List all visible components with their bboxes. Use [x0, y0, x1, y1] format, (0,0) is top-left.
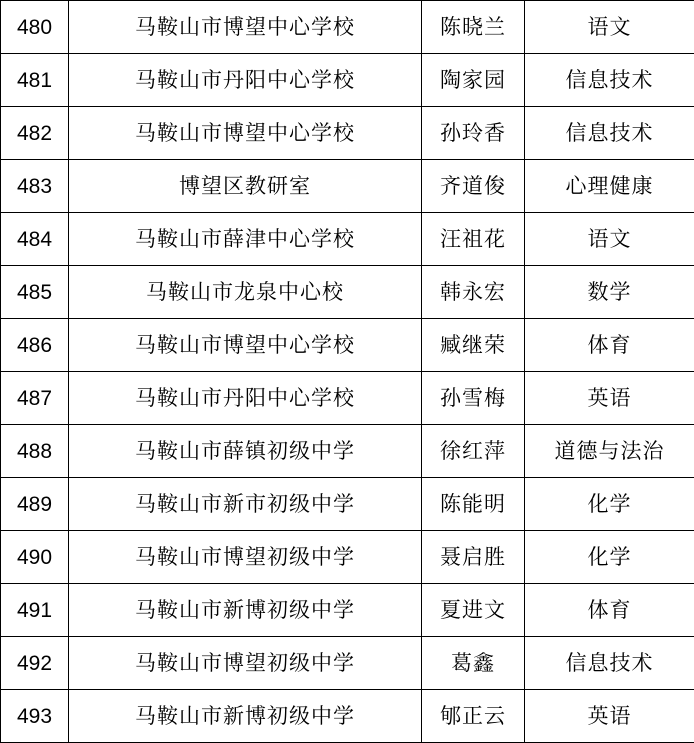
- teacher-name-cell: 陶家园: [422, 54, 525, 107]
- table-row: [1, 213, 694, 266]
- subject-cell: 语文: [525, 1, 694, 54]
- teacher-name-cell: 葛鑫: [422, 637, 525, 690]
- table-row: [1, 266, 694, 319]
- school-cell: 马鞍山市新市初级中学: [69, 478, 422, 531]
- teacher-name-cell: 臧继荣: [422, 319, 525, 372]
- subject-cell: 数学: [525, 266, 694, 319]
- row-number-cell: 491: [1, 584, 69, 637]
- subject-cell: 道德与法治: [525, 425, 694, 478]
- table-row: [1, 107, 694, 160]
- subject-cell: 体育: [525, 319, 694, 372]
- subject-cell: 体育: [525, 584, 694, 637]
- teacher-name-cell: 孙雪梅: [422, 372, 525, 425]
- subject-cell: 信息技术: [525, 54, 694, 107]
- school-cell: 马鞍山市博望中心学校: [69, 319, 422, 372]
- teacher-name-cell: 聂启胜: [422, 531, 525, 584]
- table-row: [1, 1, 694, 54]
- school-cell: 马鞍山市新博初级中学: [69, 584, 422, 637]
- row-number-cell: 488: [1, 425, 69, 478]
- teacher-name-cell: 郇正云: [422, 690, 525, 743]
- school-cell: 马鞍山市博望中心学校: [69, 1, 422, 54]
- subject-cell: 英语: [525, 690, 694, 743]
- teacher-name-cell: 汪祖花: [422, 213, 525, 266]
- table-row: [1, 425, 694, 478]
- table-row: [1, 372, 694, 425]
- subject-cell: 心理健康: [525, 160, 694, 213]
- school-cell: 马鞍山市新博初级中学: [69, 690, 422, 743]
- subject-cell: 英语: [525, 372, 694, 425]
- table-row: [1, 690, 694, 743]
- row-number-cell: 493: [1, 690, 69, 743]
- school-cell: 马鞍山市博望初级中学: [69, 531, 422, 584]
- table-row: [1, 584, 694, 637]
- row-number-cell: 487: [1, 372, 69, 425]
- subject-cell: 化学: [525, 478, 694, 531]
- teacher-name-cell: 孙玲香: [422, 107, 525, 160]
- subject-cell: 信息技术: [525, 637, 694, 690]
- teacher-list-body: [1, 1, 694, 743]
- table-row: [1, 478, 694, 531]
- row-number-cell: 485: [1, 266, 69, 319]
- row-number-cell: 484: [1, 213, 69, 266]
- table-row: [1, 637, 694, 690]
- table-row: [1, 54, 694, 107]
- row-number-cell: 489: [1, 478, 69, 531]
- table-row: [1, 319, 694, 372]
- row-number-cell: 483: [1, 160, 69, 213]
- teacher-name-cell: 齐道俊: [422, 160, 525, 213]
- school-cell: 马鞍山市薛津中心学校: [69, 213, 422, 266]
- school-cell: 马鞍山市丹阳中心学校: [69, 372, 422, 425]
- school-cell: 马鞍山市丹阳中心学校: [69, 54, 422, 107]
- row-number-cell: 482: [1, 107, 69, 160]
- subject-cell: 信息技术: [525, 107, 694, 160]
- row-number-cell: 480: [1, 1, 69, 54]
- row-number-cell: 490: [1, 531, 69, 584]
- subject-cell: 语文: [525, 213, 694, 266]
- table-row: [1, 531, 694, 584]
- row-number-cell: 481: [1, 54, 69, 107]
- teacher-name-cell: 陈能明: [422, 478, 525, 531]
- school-cell: 马鞍山市薛镇初级中学: [69, 425, 422, 478]
- school-cell: 马鞍山市博望初级中学: [69, 637, 422, 690]
- row-number-cell: 486: [1, 319, 69, 372]
- school-cell: 博望区教研室: [69, 160, 422, 213]
- subject-cell: 化学: [525, 531, 694, 584]
- school-cell: 马鞍山市博望中心学校: [69, 107, 422, 160]
- teacher-name-cell: 徐红萍: [422, 425, 525, 478]
- teacher-name-cell: 夏进文: [422, 584, 525, 637]
- school-cell: 马鞍山市龙泉中心校: [69, 266, 422, 319]
- table-row: [1, 160, 694, 213]
- teacher-name-cell: 陈晓兰: [422, 1, 525, 54]
- row-number-cell: 492: [1, 637, 69, 690]
- teacher-name-cell: 韩永宏: [422, 266, 525, 319]
